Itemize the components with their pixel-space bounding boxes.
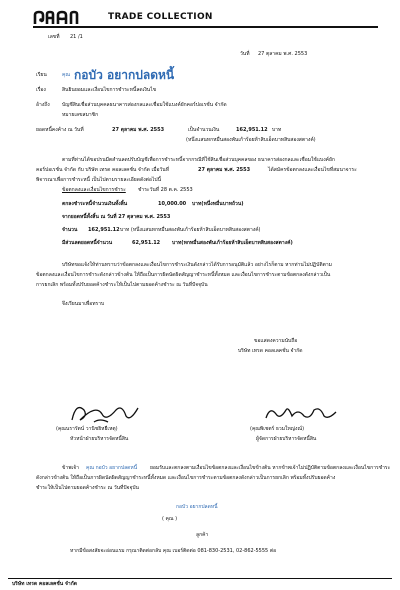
- payment-row4-words: บาท(หกหมื่นสองพันเก้าร้อยห้าสิบเอ็ดบาทสิบสองสตางค์): [172, 240, 293, 246]
- subject-label: เรื่อง: [36, 87, 46, 93]
- customer-role: ลูกค้า: [196, 532, 209, 538]
- footer-company: บริษัท เทรด คอลเลคชั่น จำกัด: [12, 581, 77, 587]
- para1-date: 27 ตุลาคม พ.ศ. 2553: [198, 167, 251, 173]
- ref-value: 21 /1: [70, 34, 83, 40]
- balance-date: 27 ตุลาคม พ.ศ. 2553: [112, 127, 165, 133]
- ack-line1-b: ยอมรับและตกลงตามเงื่อนไขข้อตกลงและเงื่อนไขข้างต้น หากข้าพเจ้าไม่ปฏิบัติตามข้อตกลงและเงื่อนไขการชำระ: [150, 465, 391, 471]
- payment-row1-amount: 10,000.00: [158, 201, 187, 207]
- para2-line3: การยกเลิก พร้อมทั้งปรับยอดค้างชำระให้เป็นไปตามยอดค้างชำระ ณ วันที่ปัจจุบัน: [36, 282, 208, 288]
- para2-line1: บริษัทขอแจ้งให้ท่านทราบว่าข้อตกลงและเงื่อนไขการชำระเงินดังกล่าวได้รับการอนุมัติแล้ว อย่างไรก็ตาม หากท่านไม่ปฏิบัติตาม: [62, 262, 332, 268]
- balance-words: (หนึ่งแสนหกหมื่นสองพันเก้าร้อยห้าสิบเอ็ดบาทสิบสองสตางค์): [186, 137, 316, 143]
- customer-signature-name: กอบัว อยากปลดหนี้: [176, 504, 218, 510]
- payment-row1-label: ตกลงชำระหนี้จำนวนเงินทั้งสิ้น: [62, 201, 128, 207]
- left-signature: [66, 398, 156, 426]
- subject-text: สินยินยอมและเงื่อนไขการชำระหนี้ลดเงินไข: [62, 87, 157, 93]
- balance-unit: บาท: [272, 127, 282, 133]
- footer-rule: [8, 578, 392, 579]
- right-signer-name: (คุณพิเชตร์ ธวมใหญ่งณ์): [250, 426, 305, 432]
- balance-label: ยอดหนี้คงค้าง ณ วันที่: [36, 127, 84, 133]
- ref2-line1: บัญชีสินเชื่อส่วนบุคคลธนาคารส่องกลและเชื่อมใช้แบงค์ยักคอร์ปอเรชั่น จำกัด: [62, 102, 227, 108]
- condition-due: ชำระวันที่ 28 ต.ค. 2553: [138, 187, 193, 193]
- recipient-name: กอบัว อยากปลดหนี้: [74, 68, 175, 82]
- regards-text: ขอแสดงความนับถือ: [254, 338, 298, 344]
- ref-label: เลขที่: [48, 34, 60, 40]
- para1-line3: พิจารณาเพื่อการชำระหนี้ เป็นไปตามรายละเอียดดังต่อไปนี้: [36, 177, 162, 183]
- right-signature: [262, 402, 342, 424]
- right-signer-role: ผู้จัดการฝ่ายบริหารจัดหนี้สิน: [256, 436, 317, 442]
- customer-signature-line: ( คุณ ): [162, 516, 178, 522]
- payment-row2-label: จากยอดหนี้ทั้งสิ้น ณ วันที่ 27 ตุลาคม พ.ศ. 2553: [62, 214, 171, 220]
- payment-row1-words: บาท(หนึ่งหมื่นบาทถ้วน): [192, 201, 244, 207]
- ack-customer-name: คุณ กอบัว อยากปลดหนี้: [86, 465, 138, 471]
- para1-line1: ตามที่ท่านได้ขอปรนมีตสำนลดปรับบัญชีเพื่อการชำระหนี้จากกรณีที่ใช้สินเชื่อส่วนบุคคลของ ธนาคารส่องกลและเชื่อมใช้แบงค์ยัก: [62, 157, 335, 163]
- payment-row4-label: มีส่วนลดยอดหนี้จำนวน: [62, 240, 113, 246]
- ack-line2: ดังกล่าวข้างต้น ให้ถือเป็นการผิดนัดผิดสัญญาชำระหนี้ทั้งหมด และเงื่อนไขการชำระตามข้อตกลงดังกล่าวเป็นการยกเลิก พร้อมทั้งปรับยอดค้าง: [36, 475, 336, 481]
- para2-line2: ข้อตกลงและเงื่อนไขการชำระดังกล่าวข้างต้น ให้ถือเป็นการผิดนัดผิดสัญญาชำระหนี้ทั้งหมด และเงื่อนไขการชำระตามข้อตกลงดังกล่าวเป็น: [36, 272, 331, 278]
- date-label: วันที่: [240, 51, 250, 57]
- balance-amount: 162,951.12: [236, 127, 268, 133]
- company-name: TRADE COLLECTION: [108, 12, 213, 22]
- ack-line1-a: ข้าพเจ้า: [62, 465, 79, 471]
- para1-line2: คอร์ปอเรชั่น จำกัด กับ บริษัท เทรด คอลเลคชั่น จำกัด เมื่อวันที่: [36, 167, 170, 173]
- to-label: เรียน: [36, 72, 47, 78]
- ref2-label: อ้างถึง: [36, 102, 50, 108]
- closing-text: จึงเรียนมาเพื่อทราบ: [62, 301, 105, 307]
- ref2-line2: หมายเลขสมาชิก: [62, 112, 99, 118]
- payment-row3-words: บาท (หนึ่งแสนหกหมื่นสองพันเก้าร้อยห้าสิบเอ็ดบาทสิบสองสตางค์): [120, 227, 261, 233]
- condition-label: ข้อตกลงและเงื่อนไขการชำระ: [62, 187, 126, 193]
- company-sign-name: บริษัท เทรด คอลเลคชั่น จำกัด: [238, 348, 303, 354]
- para1-line2b: ได้สมัครข้อตกลงและเงื่อนไขที่สมนาจาระ: [268, 167, 357, 173]
- balance-amount-label: เป็นจำนวนเงิน: [188, 127, 220, 133]
- to-prefix: คุณ: [62, 72, 70, 78]
- header-rule: [33, 26, 378, 28]
- ack-line3: ชำระให้เป็นไปตามยอดค้างชำระ ณ วันที่ปัจจุบัน: [36, 485, 139, 491]
- date-value: 27 ตุลาคม พ.ศ. 2553: [258, 51, 308, 57]
- payment-row3-amount: 162,951.12: [88, 227, 120, 233]
- contact-line: หากมีข้อสงสัยจะอ่อนแรม กรุณาติดต่อกลับ คุณ เบอร์ติดต่อ 081-830-2531, 02-862-5555 ต่อ: [70, 548, 277, 554]
- left-signer-name: (คุณนรารัตน์ วานิชยิหยืเหตุ): [56, 426, 118, 432]
- left-signer-role: หัวหน้าฝ่ายบริหารจัดหนี้สิน: [70, 436, 129, 442]
- payment-row3-label: จำนวน: [62, 227, 78, 233]
- company-logo: [33, 10, 103, 26]
- payment-row4-amount: 62,951.12: [132, 240, 161, 246]
